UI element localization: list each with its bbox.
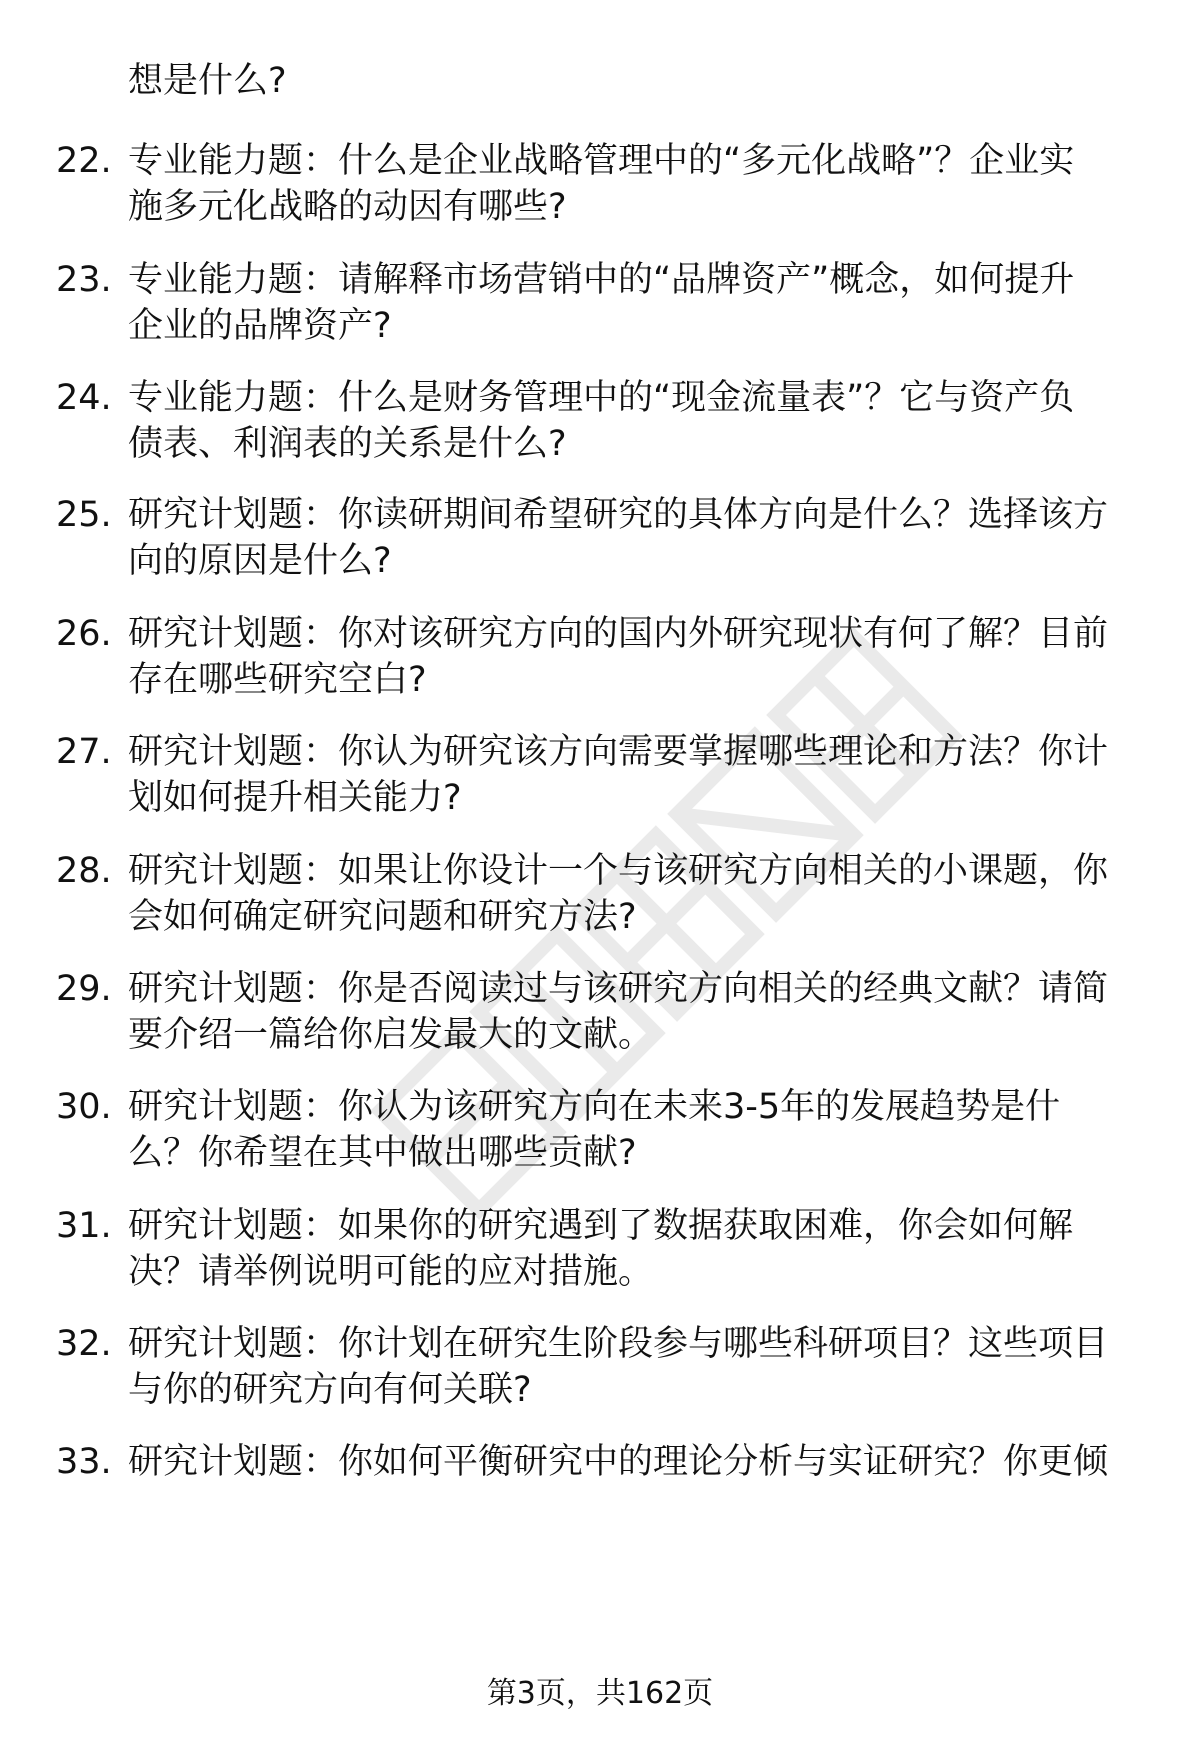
question-item bbox=[0, 964, 1200, 1064]
question-number: 30. bbox=[56, 1087, 112, 1127]
question-text-line: 研究计划题：如果让你设计一个与该研究方向相关的小课题，你 bbox=[128, 851, 1109, 891]
question-text-line: 研究计划题：你是否阅读过与该研究方向相关的经典文献？请简 bbox=[128, 969, 1109, 1009]
page-footer: 第3页，共162页 bbox=[486, 1676, 714, 1711]
question-text-line: 专业能力题：什么是企业战略管理中的“多元化战略”？企业实 bbox=[128, 141, 1075, 181]
question-number: 23. bbox=[56, 260, 112, 300]
question-text-line: 划如何提升相关能力? bbox=[128, 778, 462, 818]
question-text-line: 向的原因是什么? bbox=[128, 541, 392, 581]
question-text-line: 专业能力题：请解释市场营销中的“品牌资产”概念，如何提升 bbox=[128, 260, 1075, 300]
question-text-line: 研究计划题：你读研期间希望研究的具体方向是什么？选择该方 bbox=[128, 495, 1109, 535]
question-text-line: 研究计划题：你认为该研究方向在未来3-5年的发展趋势是什 bbox=[128, 1087, 1061, 1127]
question-item bbox=[0, 373, 1200, 473]
question-text-line: 会如何确定研究问题和研究方法? bbox=[128, 897, 637, 937]
question-number: 22. bbox=[56, 141, 112, 181]
question-number: 25. bbox=[56, 495, 112, 535]
question-text-line: 决？请举例说明可能的应对措施。 bbox=[128, 1252, 654, 1292]
question-item bbox=[0, 255, 1200, 355]
question-text-line: 研究计划题：你计划在研究生阶段参与哪些科研项目？这些项目 bbox=[128, 1324, 1109, 1364]
question-item bbox=[0, 609, 1200, 709]
question-number: 33. bbox=[56, 1442, 112, 1482]
question-text-line: 债表、利润表的关系是什么? bbox=[128, 424, 567, 464]
question-text-line: 么？你希望在其中做出哪些贡献? bbox=[128, 1133, 637, 1173]
question-number: 27. bbox=[56, 732, 112, 772]
question-text-line: 专业能力题：什么是财务管理中的“现金流量表”？它与资产负 bbox=[128, 378, 1075, 418]
question-item bbox=[0, 846, 1200, 946]
question-number: 24. bbox=[56, 378, 112, 418]
question-item bbox=[0, 1319, 1200, 1419]
question-text-line: 要介绍一篇给你启发最大的文献。 bbox=[128, 1015, 654, 1055]
question-item bbox=[0, 490, 1200, 590]
question-number: 28. bbox=[56, 851, 112, 891]
question-item bbox=[0, 1201, 1200, 1301]
question-text-line: 施多元化战略的动因有哪些? bbox=[128, 187, 567, 227]
question-item bbox=[0, 1437, 1200, 1537]
question-text-line: 研究计划题：你如何平衡研究中的理论分析与实证研究？你更倾 bbox=[128, 1442, 1109, 1482]
continued-question-text: 想是什么? bbox=[128, 61, 287, 101]
question-text-line: 研究计划题：如果你的研究遇到了数据获取困难，你会如何解 bbox=[128, 1206, 1074, 1246]
question-item bbox=[0, 1082, 1200, 1182]
question-text-line: 研究计划题：你认为研究该方向需要掌握哪些理论和方法？你计 bbox=[128, 732, 1109, 772]
question-item bbox=[0, 727, 1200, 827]
question-number: 26. bbox=[56, 614, 112, 654]
question-text-line: 研究计划题：你对该研究方向的国内外研究现状有何了解？目前 bbox=[128, 614, 1109, 654]
question-text-line: 与你的研究方向有何关联? bbox=[128, 1370, 532, 1410]
question-text-line: 存在哪些研究空白? bbox=[128, 660, 427, 700]
question-item bbox=[0, 136, 1200, 236]
question-text-line: 企业的品牌资产? bbox=[128, 306, 392, 346]
question-number: 29. bbox=[56, 969, 112, 1009]
question-number: 31. bbox=[56, 1206, 112, 1246]
question-number: 32. bbox=[56, 1324, 112, 1364]
